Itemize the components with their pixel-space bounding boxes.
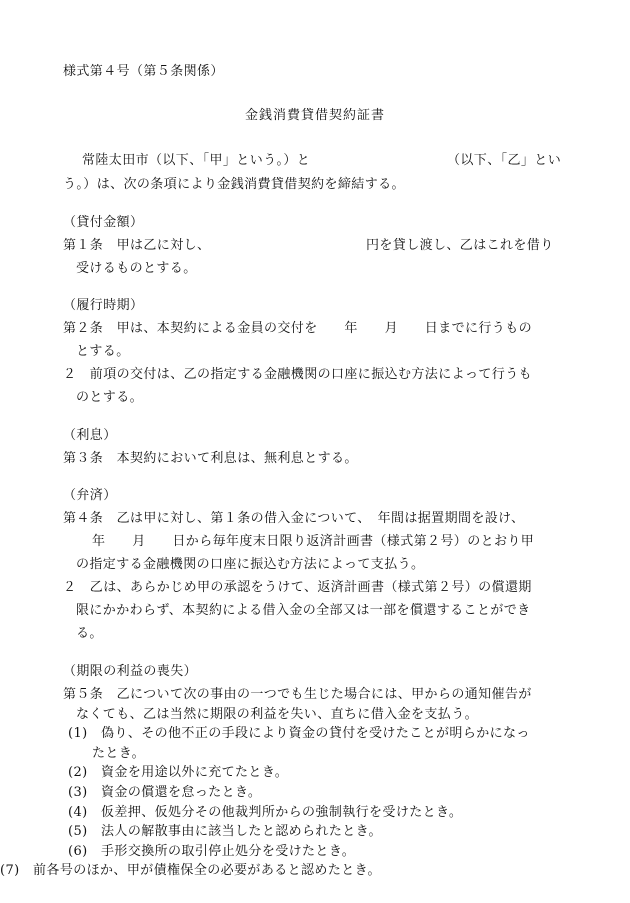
intro-line-1b: （以下、「乙」とい: [447, 153, 562, 168]
article-5-item-4: (4) 仮差押、仮処分その他裁判所からの強制執行を受けたとき。: [68, 804, 463, 820]
form-label: 様式第４号（第５条関係）: [63, 64, 224, 79]
article-3-heading: （利息）: [63, 428, 117, 443]
article-5-item-1: (1) 偽り、その他不正の手段により資金の貸付を受けたことが明らかになっ: [68, 726, 530, 742]
article-4-heading: （弁済）: [63, 488, 117, 503]
article-1-line-2: 受けるものとする。: [76, 261, 197, 276]
article-5-item-6: (6) 手形交換所の取引停止処分を受けたとき。: [68, 843, 356, 859]
article-4-para-2-line-3: る。: [76, 626, 103, 641]
article-5-heading: （期限の利益の喪失）: [63, 664, 198, 679]
article-5-item-7: (7) 前各号のほか、甲が債権保全の必要があると認めたとき。: [0, 863, 381, 879]
article-2-para-2-line-1: ２ 前項の交付は、乙の指定する金融機関の口座に振込む方法によって行うも: [63, 367, 533, 382]
article-4-line-1: 第４条 乙は甲に対し、第１条の借入金について、 年間は据置期間を設け、: [63, 511, 525, 526]
article-2-line-2: とする。: [76, 344, 130, 359]
article-4-line-2: 年 月 日から毎年度末日限り返済計画書（様式第２号）のとおり甲: [92, 534, 535, 549]
article-5-line-2: なくても、乙は当然に期限の利益を失い、直ちに借入金を支払う。: [76, 706, 479, 722]
article-5-line-1: 第５条 乙について次の事由の一つでも生じた場合には、甲からの通知催告が: [63, 687, 532, 702]
article-4-para-2-line-2: 限にかかわらず、本契約による借入金の全部又は一部を償還することができ: [76, 603, 531, 618]
article-2-para-2-line-2: のとする。: [76, 390, 144, 405]
article-2-heading: （履行時期）: [63, 298, 144, 313]
article-4-line-3: の指定する金融機関の口座に振込む方法によって支払う。: [76, 557, 425, 572]
intro-line-2: う。）は、次の条項により金銭消費貸借契約を締結する。: [63, 177, 405, 192]
article-5-item-1-cont: たとき。: [92, 745, 146, 761]
article-5-item-3: (3) 資金の償還を怠ったとき。: [68, 785, 262, 800]
article-1-line-1b: 円を貸し渡し、乙はこれを借り: [366, 238, 554, 253]
article-1-line-1a: 第１条 甲は乙に対し、: [63, 238, 211, 253]
article-3-line-1: 第３条 本契約において利息は、無利息とする。: [63, 451, 358, 466]
article-1-heading: （貸付金額）: [63, 215, 144, 230]
article-5-item-2: (2) 資金を用途以外に充てたとき。: [68, 765, 289, 781]
article-5-item-5: (5) 法人の解散事由に該当したと認められたとき。: [68, 824, 382, 840]
article-4-para-2-line-1: ２ 乙は、あらかじめ甲の承認をうけて、返済計画書（様式第２号）の償還期: [63, 580, 532, 595]
document-title: 金銭消費貸借契約証書: [244, 108, 385, 123]
article-2-line-1: 第２条 甲は、本契約による金員の交付を 年 月 日までに行うもの: [63, 321, 533, 336]
intro-line-1a: 常陸太田市（以下、「甲」という。）と: [82, 153, 311, 168]
